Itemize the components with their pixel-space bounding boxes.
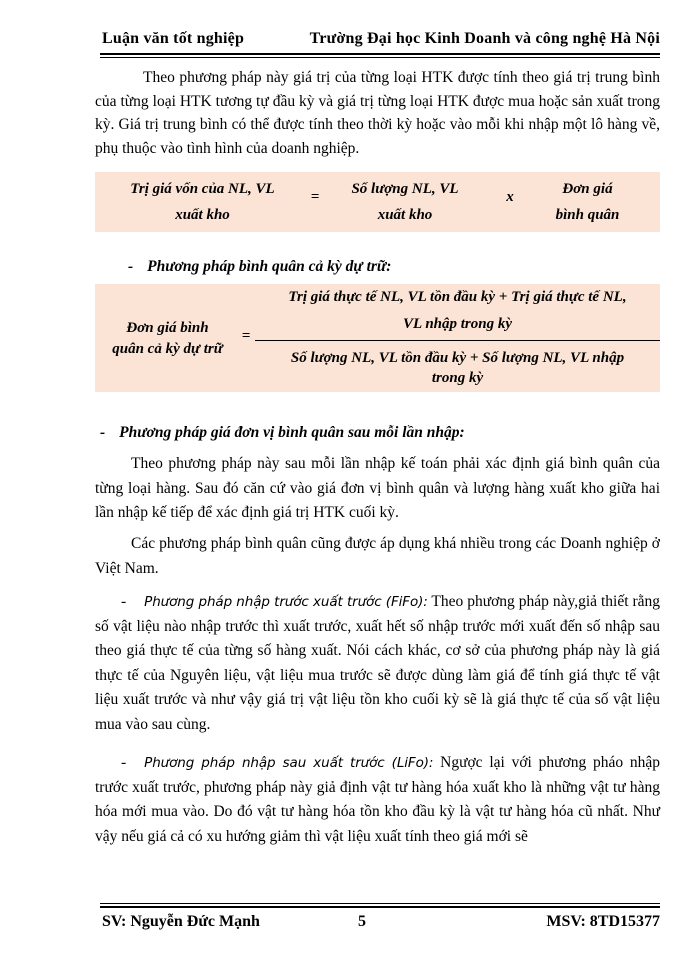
- lifo-paragraph: - Phương pháp nhập sau xuất trước (LiFo): Ngược lại với phương pháo nhập trước xuất trước, phương pháp này giả định vật tư hàng hóa xuất kho là những vật tư hàng hóa mới mua vào. Do đó vật tư hàng hóa tồn kho đầu kỳ là vật tư hàng hóa cũ nhất. Như vậy nếu giá cả có xu hướng giảm thì vật liệu xuất tính theo giá mới sẽ: [95, 754, 660, 845]
- header-right: Trường Đại học Kinh Doanh và công nghệ Hà Nội: [309, 30, 660, 47]
- formula2-equals: =: [241, 328, 251, 344]
- formula2-numerator: Trị giá thực tế NL, VL tồn đầu kỳ + Trị giá thực tế NL, VL nhập trong kỳ: [288, 289, 627, 332]
- footer-rule: [100, 906, 660, 908]
- fraction-bar: [255, 340, 660, 341]
- header-rule-thin: [100, 57, 660, 58]
- formula2-denominator: Số lượng NL, VL tồn đầu kỳ + Số lượng NL, VL nhập trong kỳ: [290, 350, 625, 386]
- formula1-left: Trị giá vốn của NL, VL xuất kho: [130, 181, 275, 223]
- footer-student: SV: Nguyễn Đức Mạnh: [102, 913, 260, 930]
- header-rule: [100, 53, 660, 55]
- method1-heading: - Phương pháp bình quân cả kỳ dự trữ:: [128, 258, 392, 275]
- formula-box-1: [95, 172, 660, 232]
- formula-box-2: [95, 284, 660, 392]
- fifo-paragraph: - Phương pháp nhập trước xuất trước (FiFo): Theo phương pháp này,giả thiết rằng số vật liệu nào nhập trước thì xuất trước, xuất hết số nhập trước mới xuất đến số nhập sau theo giá thực tế của từng số hàng xuất. Nói cách khác, cơ sở của phương pháp này là giá thực tế của Nguyên liệu, vật liệu mua trước sẽ được dùng làm giá để tính giá thực tế vật liệu xuất trước và như vậy giá trị vật liệu tồn kho cuối kỳ sẽ là giá thực tế của số vật liệu mua vào sau cùng.: [95, 593, 660, 733]
- formula1-equals: =: [310, 189, 320, 205]
- footer-msv: MSV: 8TD15377: [546, 913, 660, 930]
- intro-paragraph: Theo phương pháp này giá trị của từng loại HTK được tính theo giá trị trung bình của từng loại HTK tương tự đầu kỳ và giá trị từng loại HTK được mua hoặc sản xuất trong kỳ. Giá trị trung bình có thể được tính theo thời kỳ hoặc vào mỗi khi nhập một lô hàng về, phụ thuộc vào tình hình của doanh nghiệp.: [95, 69, 660, 157]
- fifo-title: Phương pháp nhập trước xuất trước (FiFo):: [144, 594, 428, 610]
- footer-rule-thin: [100, 903, 660, 904]
- header-left: Luận văn tốt nghiệp: [102, 30, 245, 47]
- formula1-middle: Số lượng NL, VL xuất kho: [351, 181, 459, 223]
- formula1-right: Đơn giá bình quân: [555, 181, 620, 223]
- method2-paragraph-1: Theo phương pháp này sau mỗi lần nhập kế toán phải xác định giá bình quân của từng loại hàng. Sau đó căn cứ vào giá đơn vị bình quân và lượng hàng xuất kho giữa hai lần nhập kế tiếp để xác định giá trị HTK cuối kỳ.: [95, 455, 660, 521]
- formula2-left: Đơn giá bình quân cả kỳ dự trữ: [112, 320, 223, 357]
- method2-heading: - Phương pháp giá đơn vị bình quân sau mỗi lần nhập:: [100, 424, 465, 441]
- lifo-title: Phương pháp nhập sau xuất trước (LiFo):: [144, 755, 434, 771]
- formula1-times: x: [506, 189, 514, 205]
- page-number: 5: [358, 913, 366, 930]
- method2-paragraph-2: Các phương pháp bình quân cũng được áp dụng khá nhiều trong các Doanh nghiệp ở Việt Nam.: [95, 535, 660, 577]
